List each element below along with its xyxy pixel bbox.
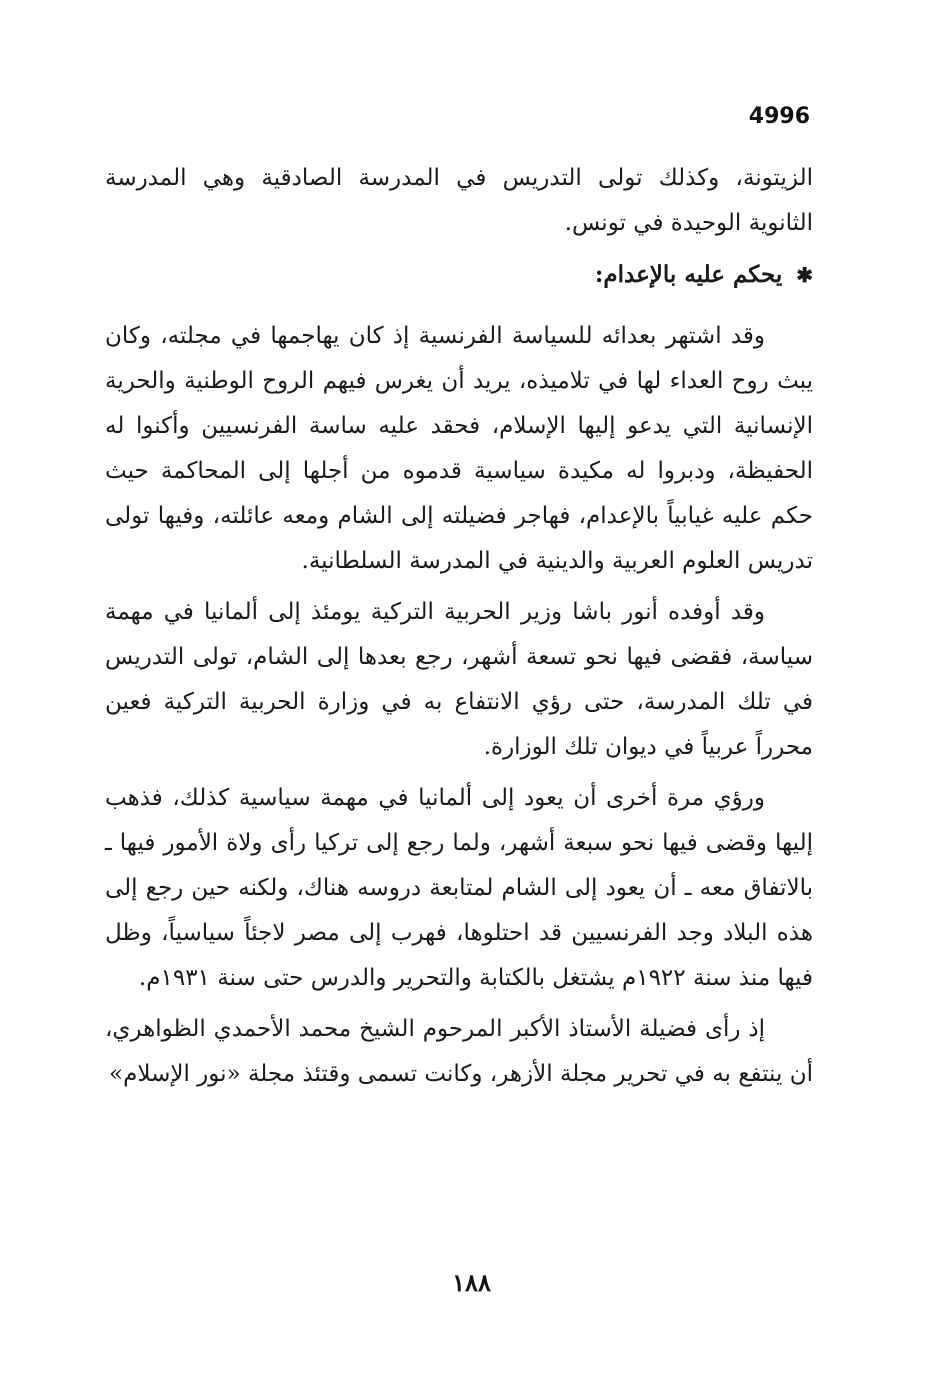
page-identifier: 4996 [748,104,810,129]
asterisk-bullet-icon: ✱ [796,263,813,287]
paragraph: وقد اشتهر بعدائه للسياسة الفرنسية إذ كان يهاجمها في مجلته، وكان يبث روح العداء لها في تلاميذه، يريد أن يغرس فيهم الروح الوطنية والحرية الإنسانية التي يدعو إليها الإسلام، فحقد عليه ساسة الفرنسيين وأكنوا له الحفيظة، ودبروا له مكيدة سياسية قدموه من أجلها إلى المحاكمة حيث حكم عليه غيابياً بالإعدام، فهاجر فضيلته إلى الشام ومعه عائلته، وفيها تولى تدريس العلوم العربية والدينية في المدرسة السلطانية. [105,323,813,574]
paragraph: ورؤي مرة أخرى أن يعود إلى ألمانيا في مهمة سياسية كذلك، فذهب إليها وقضى فيها نحو سبعة أشهر، ولما رجع إلى تركيا رأى ولاة الأمور فيها ـ بالاتفاق معه ـ أن يعود إلى الشام لمتابعة دروسه هناك، ولكنه حين رجع إلى هذه البلاد وجد الفرنسيين قد احتلوها، فهرب إلى مصر لاجئاً سياسياً، وظل فيها منذ سنة ١٩٢٢م يشتغل بالكتابة والتحرير والدرس حتى سنة ١٩٣١م. [105,785,813,991]
paragraph-continuation: الزيتونة، وكذلك تولى التدريس في المدرسة الصادقية وهي المدرسة الثانوية الوحيدة في تونس. [105,165,813,236]
section-heading [105,252,813,298]
body-text [105,156,813,1103]
paragraph: وقد أوفده أنور باشا وزير الحربية التركية يومئذ إلى ألمانيا في مهمة سياسة، فقضى فيها نحو تسعة أشهر، رجع بعدها إلى الشام، تولى التدريس في تلك المدرسة، حتى رؤي الانتفاع به في وزارة الحربية التركية فعين محرراً عربياً في ديوان تلك الوزارة. [105,599,813,760]
paragraph: إذ رأى فضيلة الأستاذ الأكبر المرحوم الشيخ محمد الأحمدي الظواهري، أن ينتفع به في تحرير مجلة الأزهر، وكانت تسمى وقتئذ مجلة «نور الإسلام» [105,1016,813,1087]
page-number: ١٨٨ [452,1268,491,1297]
section-heading-text: يحكم عليه بالإعدام: [594,261,783,288]
